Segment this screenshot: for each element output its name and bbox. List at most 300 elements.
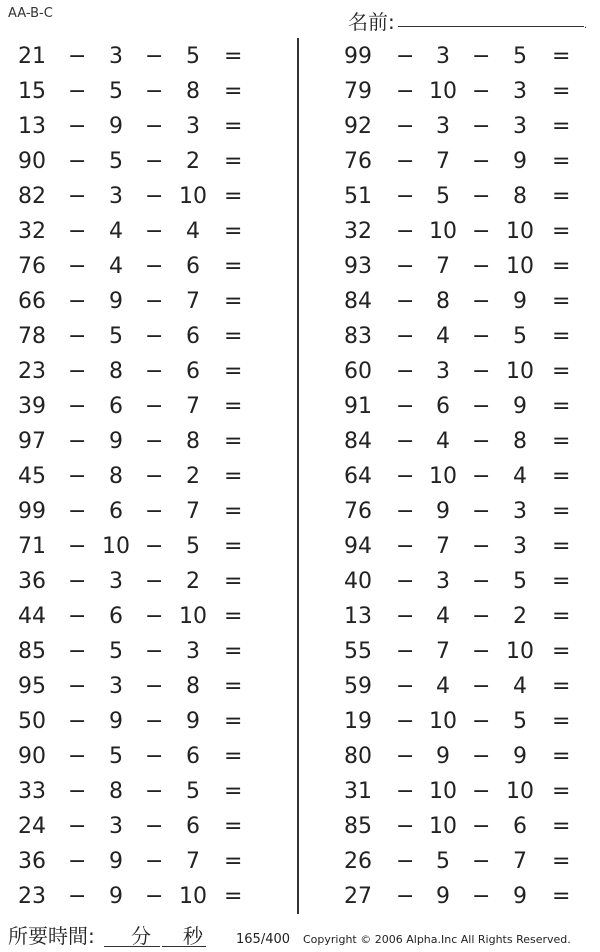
subtrahend-1: 4 bbox=[109, 219, 123, 244]
minuend: 23 bbox=[18, 884, 46, 909]
footer bbox=[0, 920, 600, 952]
subtrahend-2: 5 bbox=[186, 534, 200, 559]
minuend: 60 bbox=[344, 359, 372, 384]
subtrahend-2: 10 bbox=[179, 184, 207, 209]
problem-row bbox=[0, 284, 280, 319]
minus-sign: − bbox=[68, 674, 87, 699]
equals-sign: = bbox=[552, 569, 571, 594]
minus-sign: − bbox=[472, 849, 491, 874]
minuend: 32 bbox=[344, 219, 372, 244]
minus-sign: − bbox=[396, 219, 415, 244]
minus-sign: − bbox=[396, 429, 415, 454]
minus-sign: − bbox=[396, 254, 415, 279]
problem-row bbox=[320, 529, 600, 564]
minus-sign: − bbox=[396, 359, 415, 384]
minus-sign: − bbox=[396, 289, 415, 314]
problem-row bbox=[0, 634, 280, 669]
equals-sign: = bbox=[224, 709, 243, 734]
equals-sign: = bbox=[552, 674, 571, 699]
problem-row bbox=[0, 109, 280, 144]
time-required-label: 所要時間: bbox=[8, 924, 95, 948]
equals-sign: = bbox=[552, 324, 571, 349]
problem-row bbox=[0, 389, 280, 424]
minus-sign: − bbox=[145, 394, 164, 419]
equals-sign: = bbox=[224, 149, 243, 174]
subtrahend-2: 5 bbox=[513, 569, 527, 594]
minus-sign: − bbox=[472, 429, 491, 454]
minus-sign: − bbox=[396, 604, 415, 629]
problem-row bbox=[320, 704, 600, 739]
subtrahend-2: 10 bbox=[506, 359, 534, 384]
subtrahend-1: 7 bbox=[436, 639, 450, 664]
subtrahend-1: 8 bbox=[109, 359, 123, 384]
minuend: 33 bbox=[18, 779, 46, 804]
minus-sign: − bbox=[68, 114, 87, 139]
equals-sign: = bbox=[552, 639, 571, 664]
minuend: 90 bbox=[18, 744, 46, 769]
minus-sign: − bbox=[472, 674, 491, 699]
minus-sign: − bbox=[472, 289, 491, 314]
minus-sign: − bbox=[68, 149, 87, 174]
minuend: 59 bbox=[344, 674, 372, 699]
subtrahend-1: 6 bbox=[109, 604, 123, 629]
equals-sign: = bbox=[552, 884, 571, 909]
subtrahend-2: 6 bbox=[186, 814, 200, 839]
minus-sign: − bbox=[68, 219, 87, 244]
minus-sign: − bbox=[145, 604, 164, 629]
equals-sign: = bbox=[224, 219, 243, 244]
minus-sign: − bbox=[145, 639, 164, 664]
minus-sign: − bbox=[145, 429, 164, 454]
equals-sign: = bbox=[224, 359, 243, 384]
problem-row bbox=[0, 179, 280, 214]
minuend: 51 bbox=[344, 184, 372, 209]
minus-sign: − bbox=[145, 359, 164, 384]
equals-sign: = bbox=[552, 429, 571, 454]
minus-sign: − bbox=[472, 779, 491, 804]
subtrahend-1: 5 bbox=[109, 79, 123, 104]
minus-sign: − bbox=[396, 569, 415, 594]
problem-row bbox=[0, 494, 280, 529]
minus-sign: − bbox=[68, 849, 87, 874]
subtrahend-1: 3 bbox=[109, 569, 123, 594]
minus-sign: − bbox=[145, 184, 164, 209]
minuend: 80 bbox=[344, 744, 372, 769]
minus-sign: − bbox=[396, 394, 415, 419]
problem-row bbox=[320, 809, 600, 844]
subtrahend-1: 8 bbox=[109, 779, 123, 804]
subtrahend-2: 8 bbox=[513, 429, 527, 454]
subtrahend-2: 10 bbox=[179, 884, 207, 909]
minuend: 78 bbox=[18, 324, 46, 349]
problem-row bbox=[0, 39, 280, 74]
problem-row bbox=[320, 634, 600, 669]
minuend: 15 bbox=[18, 79, 46, 104]
subtrahend-1: 9 bbox=[436, 499, 450, 524]
minus-sign: − bbox=[68, 429, 87, 454]
subtrahend-2: 10 bbox=[506, 254, 534, 279]
equals-sign: = bbox=[224, 534, 243, 559]
subtrahend-2: 6 bbox=[186, 744, 200, 769]
subtrahend-2: 6 bbox=[513, 814, 527, 839]
minus-sign: − bbox=[68, 814, 87, 839]
problem-row bbox=[320, 74, 600, 109]
subtrahend-2: 6 bbox=[186, 324, 200, 349]
problem-row bbox=[0, 879, 280, 914]
subtrahend-1: 5 bbox=[109, 324, 123, 349]
subtrahend-1: 9 bbox=[109, 429, 123, 454]
problem-row bbox=[320, 774, 600, 809]
minus-sign: − bbox=[145, 884, 164, 909]
minus-sign: − bbox=[396, 709, 415, 734]
equals-sign: = bbox=[224, 779, 243, 804]
subtrahend-2: 3 bbox=[513, 499, 527, 524]
subtrahend-1: 9 bbox=[109, 849, 123, 874]
minus-sign: − bbox=[68, 359, 87, 384]
minuend: 82 bbox=[18, 184, 46, 209]
name-field[interactable] bbox=[398, 26, 584, 27]
problem-row bbox=[320, 249, 600, 284]
name-label: 名前: bbox=[348, 10, 395, 34]
subtrahend-1: 3 bbox=[436, 569, 450, 594]
minuend: 64 bbox=[344, 464, 372, 489]
minus-sign: − bbox=[145, 534, 164, 559]
subtrahend-1: 9 bbox=[109, 884, 123, 909]
minuend: 83 bbox=[344, 324, 372, 349]
minuend: 66 bbox=[18, 289, 46, 314]
subtrahend-2: 3 bbox=[186, 114, 200, 139]
equals-sign: = bbox=[224, 849, 243, 874]
equals-sign: = bbox=[224, 814, 243, 839]
equals-sign: = bbox=[552, 79, 571, 104]
minus-sign: − bbox=[472, 709, 491, 734]
minus-sign: − bbox=[472, 464, 491, 489]
subtrahend-1: 5 bbox=[436, 184, 450, 209]
minuend: 84 bbox=[344, 289, 372, 314]
subtrahend-1: 5 bbox=[436, 849, 450, 874]
subtrahend-2: 10 bbox=[179, 604, 207, 629]
minus-sign: − bbox=[68, 534, 87, 559]
subtrahend-2: 2 bbox=[186, 464, 200, 489]
minus-sign: − bbox=[68, 394, 87, 419]
equals-sign: = bbox=[552, 289, 571, 314]
minus-sign: − bbox=[472, 359, 491, 384]
minus-sign: − bbox=[472, 604, 491, 629]
subtrahend-1: 7 bbox=[436, 254, 450, 279]
problem-row bbox=[320, 389, 600, 424]
subtrahend-1: 3 bbox=[109, 44, 123, 69]
equals-sign: = bbox=[552, 359, 571, 384]
equals-sign: = bbox=[224, 394, 243, 419]
subtrahend-1: 3 bbox=[109, 674, 123, 699]
equals-sign: = bbox=[552, 219, 571, 244]
column-divider bbox=[297, 38, 299, 914]
minus-sign: − bbox=[68, 639, 87, 664]
problem-row bbox=[0, 739, 280, 774]
subtrahend-1: 9 bbox=[109, 114, 123, 139]
subtrahend-2: 8 bbox=[186, 674, 200, 699]
minuend: 45 bbox=[18, 464, 46, 489]
equals-sign: = bbox=[224, 884, 243, 909]
subtrahend-1: 9 bbox=[436, 744, 450, 769]
subtrahend-2: 3 bbox=[513, 534, 527, 559]
minus-sign: − bbox=[145, 149, 164, 174]
subtrahend-2: 3 bbox=[513, 79, 527, 104]
subtrahend-1: 3 bbox=[436, 359, 450, 384]
problem-row bbox=[320, 739, 600, 774]
copyright-notice: Copyright © 2006 Alpha.Inc All Rights Reserved. bbox=[303, 933, 571, 946]
minus-sign: − bbox=[396, 184, 415, 209]
equals-sign: = bbox=[552, 149, 571, 174]
problem-row bbox=[320, 214, 600, 249]
minus-sign: − bbox=[68, 569, 87, 594]
equals-sign: = bbox=[552, 744, 571, 769]
minus-sign: − bbox=[396, 639, 415, 664]
minuend: 93 bbox=[344, 254, 372, 279]
minus-sign: − bbox=[145, 849, 164, 874]
minuend: 99 bbox=[18, 499, 46, 524]
minus-sign: − bbox=[472, 534, 491, 559]
problem-row bbox=[0, 249, 280, 284]
equals-sign: = bbox=[552, 709, 571, 734]
equals-sign: = bbox=[224, 744, 243, 769]
minus-sign: − bbox=[472, 184, 491, 209]
problem-row bbox=[0, 774, 280, 809]
equals-sign: = bbox=[224, 254, 243, 279]
problem-row bbox=[0, 424, 280, 459]
equals-sign: = bbox=[224, 324, 243, 349]
equals-sign: = bbox=[552, 779, 571, 804]
minuend: 76 bbox=[344, 149, 372, 174]
subtrahend-1: 4 bbox=[436, 324, 450, 349]
subtrahend-1: 10 bbox=[429, 464, 457, 489]
equals-sign: = bbox=[224, 44, 243, 69]
minus-sign: − bbox=[396, 324, 415, 349]
equals-sign: = bbox=[224, 289, 243, 314]
subtrahend-1: 9 bbox=[109, 289, 123, 314]
minus-sign: − bbox=[145, 779, 164, 804]
minuend: 26 bbox=[344, 849, 372, 874]
minus-sign: − bbox=[396, 79, 415, 104]
name-line-end-mark: . bbox=[584, 20, 588, 31]
minus-sign: − bbox=[396, 674, 415, 699]
subtrahend-2: 10 bbox=[506, 219, 534, 244]
minus-sign: − bbox=[145, 219, 164, 244]
worksheet-code: AA-B-C bbox=[8, 6, 53, 21]
subtrahend-2: 10 bbox=[506, 639, 534, 664]
problem-row bbox=[320, 144, 600, 179]
problem-row bbox=[320, 109, 600, 144]
problem-row bbox=[0, 214, 280, 249]
subtrahend-1: 5 bbox=[109, 639, 123, 664]
minus-sign: − bbox=[472, 254, 491, 279]
minus-sign: − bbox=[472, 79, 491, 104]
minuend: 31 bbox=[344, 779, 372, 804]
minus-sign: − bbox=[68, 289, 87, 314]
subtrahend-2: 7 bbox=[186, 849, 200, 874]
equals-sign: = bbox=[224, 674, 243, 699]
subtrahend-2: 2 bbox=[186, 569, 200, 594]
subtrahend-2: 9 bbox=[513, 394, 527, 419]
problem-row bbox=[320, 424, 600, 459]
subtrahend-1: 9 bbox=[436, 884, 450, 909]
problem-row bbox=[320, 354, 600, 389]
minus-sign: − bbox=[145, 674, 164, 699]
minus-sign: − bbox=[145, 324, 164, 349]
subtrahend-2: 6 bbox=[186, 359, 200, 384]
minus-sign: − bbox=[396, 114, 415, 139]
minuend: 85 bbox=[344, 814, 372, 839]
minuend: 79 bbox=[344, 79, 372, 104]
equals-sign: = bbox=[224, 639, 243, 664]
subtrahend-2: 7 bbox=[513, 849, 527, 874]
problem-row bbox=[320, 844, 600, 879]
minutes-label: 分 bbox=[131, 924, 151, 948]
problem-row bbox=[0, 144, 280, 179]
subtrahend-1: 4 bbox=[436, 604, 450, 629]
minuend: 85 bbox=[18, 639, 46, 664]
equals-sign: = bbox=[552, 499, 571, 524]
problem-row bbox=[0, 809, 280, 844]
minuend: 13 bbox=[344, 604, 372, 629]
minuend: 13 bbox=[18, 114, 46, 139]
minuend: 91 bbox=[344, 394, 372, 419]
subtrahend-1: 4 bbox=[436, 429, 450, 454]
minuend: 94 bbox=[344, 534, 372, 559]
minus-sign: − bbox=[145, 814, 164, 839]
subtrahend-2: 9 bbox=[513, 884, 527, 909]
minus-sign: − bbox=[145, 114, 164, 139]
subtrahend-2: 5 bbox=[186, 44, 200, 69]
subtrahend-2: 6 bbox=[186, 254, 200, 279]
problem-row bbox=[320, 459, 600, 494]
minus-sign: − bbox=[145, 499, 164, 524]
minuend: 99 bbox=[344, 44, 372, 69]
subtrahend-2: 9 bbox=[186, 709, 200, 734]
minus-sign: − bbox=[472, 114, 491, 139]
minus-sign: − bbox=[472, 324, 491, 349]
problem-row bbox=[320, 319, 600, 354]
subtrahend-2: 7 bbox=[186, 289, 200, 314]
problem-row bbox=[0, 354, 280, 389]
minus-sign: − bbox=[145, 79, 164, 104]
minus-sign: − bbox=[68, 324, 87, 349]
subtrahend-1: 5 bbox=[109, 149, 123, 174]
minuend: 36 bbox=[18, 849, 46, 874]
problem-row bbox=[0, 844, 280, 879]
equals-sign: = bbox=[224, 429, 243, 454]
right-problem-column bbox=[320, 39, 600, 914]
seconds-label: 秒 bbox=[183, 924, 203, 948]
subtrahend-1: 6 bbox=[109, 499, 123, 524]
problem-row bbox=[320, 599, 600, 634]
equals-sign: = bbox=[552, 464, 571, 489]
subtrahend-1: 3 bbox=[436, 114, 450, 139]
equals-sign: = bbox=[552, 254, 571, 279]
subtrahend-1: 6 bbox=[436, 394, 450, 419]
minus-sign: − bbox=[472, 639, 491, 664]
subtrahend-2: 2 bbox=[513, 604, 527, 629]
subtrahend-1: 3 bbox=[436, 44, 450, 69]
subtrahend-1: 9 bbox=[109, 709, 123, 734]
problem-row bbox=[0, 599, 280, 634]
minuend: 97 bbox=[18, 429, 46, 454]
minuend: 19 bbox=[344, 709, 372, 734]
minuend: 39 bbox=[18, 394, 46, 419]
minus-sign: − bbox=[68, 79, 87, 104]
subtrahend-1: 6 bbox=[109, 394, 123, 419]
minus-sign: − bbox=[472, 884, 491, 909]
minuend: 44 bbox=[18, 604, 46, 629]
subtrahend-1: 7 bbox=[436, 534, 450, 559]
page-number: 165/400 bbox=[236, 932, 291, 947]
minus-sign: − bbox=[472, 149, 491, 174]
subtrahend-1: 4 bbox=[109, 254, 123, 279]
subtrahend-1: 4 bbox=[436, 674, 450, 699]
minuend: 36 bbox=[18, 569, 46, 594]
equals-sign: = bbox=[224, 114, 243, 139]
subtrahend-1: 3 bbox=[109, 814, 123, 839]
subtrahend-2: 2 bbox=[186, 149, 200, 174]
subtrahend-2: 4 bbox=[513, 464, 527, 489]
minus-sign: − bbox=[472, 44, 491, 69]
problem-row bbox=[320, 879, 600, 914]
subtrahend-2: 5 bbox=[513, 324, 527, 349]
minus-sign: − bbox=[472, 744, 491, 769]
subtrahend-1: 10 bbox=[429, 219, 457, 244]
minus-sign: − bbox=[68, 884, 87, 909]
minus-sign: − bbox=[396, 44, 415, 69]
problem-row bbox=[320, 179, 600, 214]
problem-row bbox=[320, 494, 600, 529]
subtrahend-2: 8 bbox=[186, 79, 200, 104]
minuend: 40 bbox=[344, 569, 372, 594]
equals-sign: = bbox=[552, 849, 571, 874]
minuend: 90 bbox=[18, 149, 46, 174]
minus-sign: − bbox=[396, 884, 415, 909]
minus-sign: − bbox=[68, 744, 87, 769]
subtrahend-1: 7 bbox=[436, 149, 450, 174]
problem-row bbox=[0, 669, 280, 704]
equals-sign: = bbox=[224, 499, 243, 524]
subtrahend-2: 3 bbox=[186, 639, 200, 664]
minus-sign: − bbox=[68, 604, 87, 629]
minuend: 71 bbox=[18, 534, 46, 559]
equals-sign: = bbox=[224, 79, 243, 104]
minuend: 84 bbox=[344, 429, 372, 454]
minuend: 55 bbox=[344, 639, 372, 664]
equals-sign: = bbox=[552, 604, 571, 629]
subtrahend-2: 10 bbox=[506, 779, 534, 804]
problem-row bbox=[320, 39, 600, 74]
minuend: 95 bbox=[18, 674, 46, 699]
problem-row bbox=[0, 459, 280, 494]
subtrahend-2: 4 bbox=[513, 674, 527, 699]
minuend: 76 bbox=[18, 254, 46, 279]
subtrahend-1: 10 bbox=[429, 79, 457, 104]
minus-sign: − bbox=[68, 44, 87, 69]
minuend: 92 bbox=[344, 114, 372, 139]
equals-sign: = bbox=[224, 569, 243, 594]
subtrahend-2: 9 bbox=[513, 289, 527, 314]
minus-sign: − bbox=[396, 814, 415, 839]
left-problem-column bbox=[0, 39, 280, 914]
subtrahend-1: 5 bbox=[109, 744, 123, 769]
problem-row bbox=[0, 704, 280, 739]
subtrahend-1: 10 bbox=[429, 709, 457, 734]
equals-sign: = bbox=[552, 534, 571, 559]
equals-sign: = bbox=[552, 814, 571, 839]
